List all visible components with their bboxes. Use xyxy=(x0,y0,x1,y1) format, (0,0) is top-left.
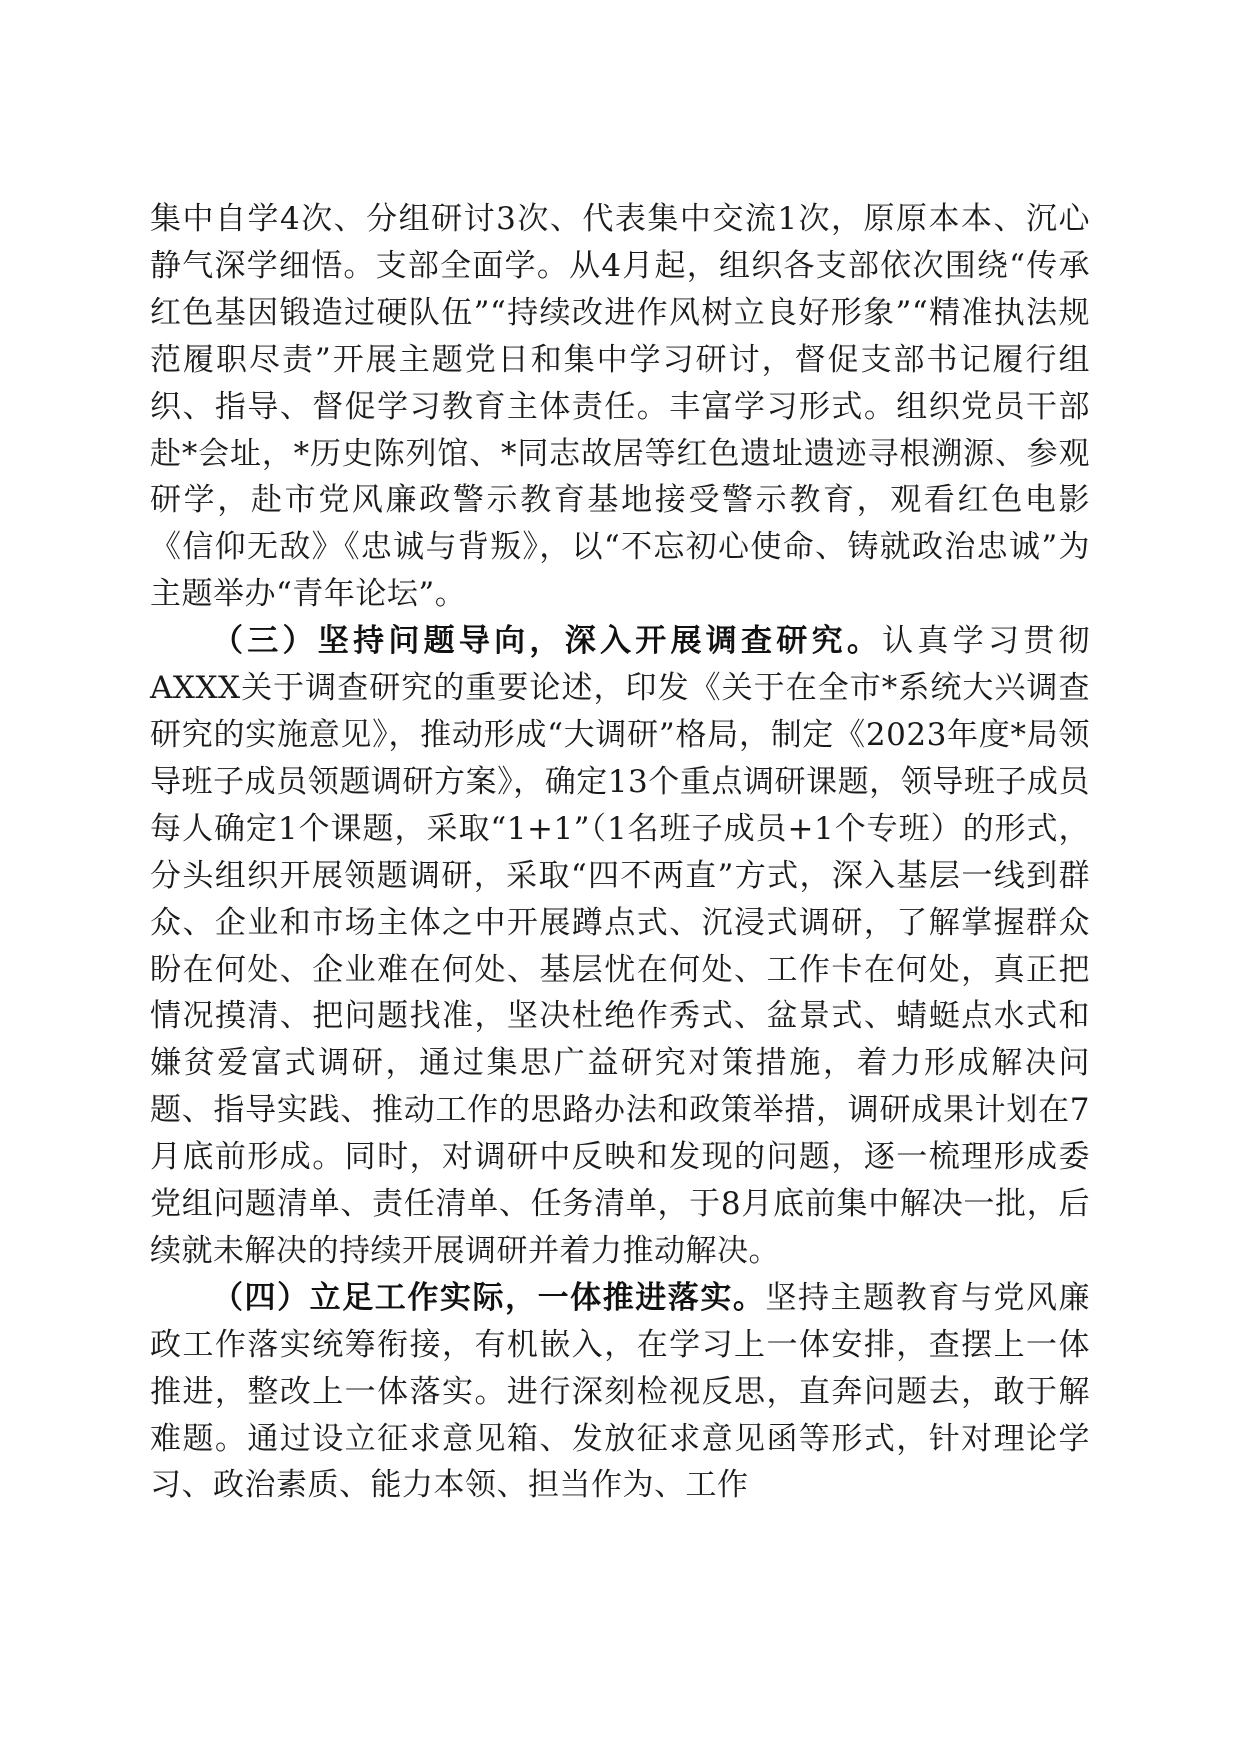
document-body xyxy=(150,196,1090,1509)
section-heading-3: （三）坚持问题导向，深入开展调查研究。 xyxy=(212,623,883,660)
paragraph-text: 坚持主题教育与党风廉政工作落实统筹衔接，有机嵌入，在学习上一体安排，查摆上一体推进，整改上一体落实。进行深刻检视反思，直奔问题去，敢于解难题。通过设立征求意见箱、发放征求意见函等形式，针对理论学习、政治素质、能力本领、担当作为、工作 xyxy=(150,1279,1091,1504)
paragraph-text: 认真学习贯彻AXXX关于调查研究的重要论述，印发《关于在全市*系统大兴调查研究的实施意见》，推动形成“大调研”格局，制定《2023年度*局领导班子成员领题调研方案》，确定13个重点调研课题，领导班子成员每人确定1个课题，采取“1+1”（1名班子成员+1个专班）的形式，分头组织开展领题调研，采取“四不两直”方式，深入基层一线到群众、企业和市场主体之中开展蹲点式、沉浸式调研，了解掌握群众盼在何处、企业难在何处、基层忧在何处、工作卡在何处，真正把情况摸清、把问题找准，坚决杜绝作秀式、盆景式、蜻蜓点水式和嫌贫爱富式调研，通过集思广益研究对策措施，着力形成解决问题、指导实践、推动工作的思路办法和政策举措，调研成果计划在7月底前形成。同时，对调研中反映和发现的问题，逐一梳理形成委党组问题清单、责任清单、任务清单，于8月底前集中解决一批，后续就未解决的持续开展调研并着力推动解决。 xyxy=(150,623,1091,1269)
section-heading-4: （四）立足工作实际，一体推进落实。 xyxy=(212,1279,766,1316)
paragraph-investigation-research xyxy=(150,618,1090,1275)
paragraph-study-activities xyxy=(150,196,1090,618)
paragraph-work-implementation xyxy=(150,1275,1090,1510)
paragraph-text: 集中自学4次、分组研讨3次、代表集中交流1次，原原本本、沉心静气深学细悟。支部全面学。从4月起，组织各支部依次围绕“传承红色基因锻造过硬队伍”“持续改进作风树立良好形象”“精准执法规范履职尽责”开展主题党日和集中学习研讨，督促支部书记履行组织、指导、督促学习教育主体责任。丰富学习形式。组织党员干部赴*会址，*历史陈列馆、*同志故居等红色遗址遗迹寻根溯源、参观研学，赴市党风廉政警示教育基地接受警示教育，观看红色电影《信仰无敌》《忠诚与背叛》，以“不忘初心使命、铸就政治忠诚”为主题举办“青年论坛”。 xyxy=(150,201,1090,613)
